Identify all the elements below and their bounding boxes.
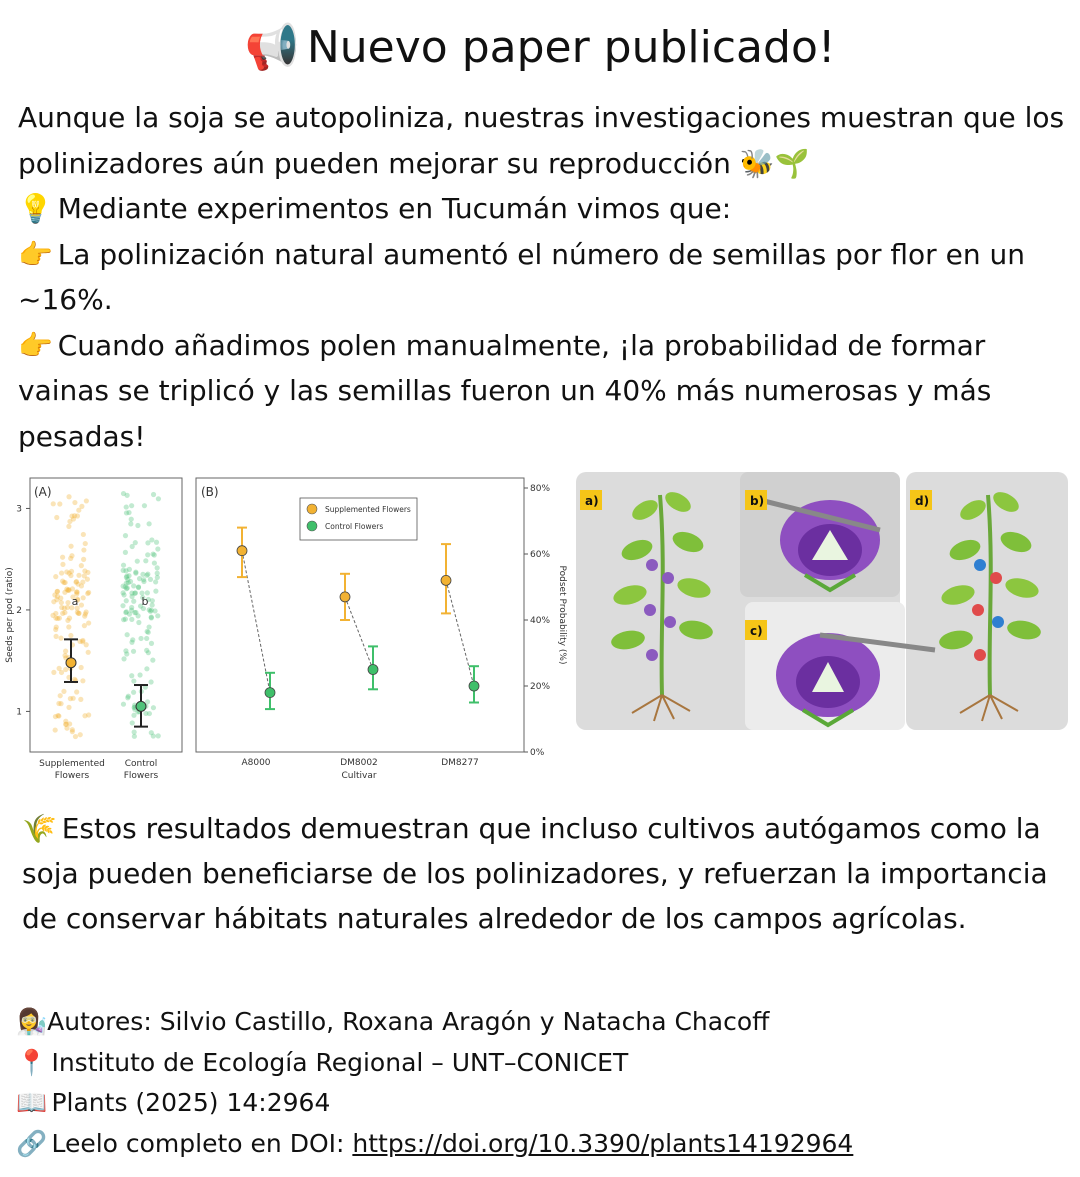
- raw-data-point: [144, 648, 149, 653]
- panel-a-xlabel-2: Control Flowers: [123, 759, 159, 781]
- raw-data-point: [147, 711, 152, 716]
- raw-data-point: [135, 559, 140, 564]
- y-tick-label: 20%: [530, 682, 551, 692]
- raw-data-point: [121, 590, 126, 595]
- panel-b-ylabel: Podset Probability (%): [557, 565, 567, 665]
- raw-data-point: [133, 610, 138, 615]
- raw-data-point: [71, 516, 76, 521]
- raw-data-point: [80, 678, 85, 683]
- raw-data-point: [79, 583, 84, 588]
- raw-data-point: [62, 610, 67, 615]
- raw-data-point: [61, 580, 66, 585]
- raw-data-point: [150, 602, 155, 607]
- raw-data-point: [155, 565, 160, 570]
- significance-letter: b: [141, 594, 149, 608]
- raw-data-point: [144, 636, 149, 641]
- pointing-hand-icon: 👉: [18, 237, 53, 271]
- raw-data-point: [127, 612, 132, 617]
- raw-data-point: [128, 521, 133, 526]
- raw-data-point: [147, 521, 152, 526]
- raw-data-point: [86, 620, 91, 625]
- raw-data-point: [50, 613, 55, 618]
- pollination-illustration: [576, 472, 1068, 730]
- raw-data-point: [74, 689, 79, 694]
- panel-tag-d-text: d): [915, 494, 930, 508]
- raw-data-point: [84, 498, 89, 503]
- raw-data-point: [151, 492, 156, 497]
- data-point: [237, 546, 247, 556]
- raw-data-point: [81, 547, 86, 552]
- raw-data-point: [132, 734, 137, 739]
- raw-data-point: [79, 665, 84, 670]
- conclusion-body: Estos resultados demuestran que incluso cultivos autógamos como la soja pueden beneficiarse de los polinizadores, y refuerzan la importancia de conservar hábitats naturales alrededor de los campos agrícolas.: [22, 812, 1048, 935]
- raw-data-point: [155, 613, 160, 618]
- raw-data-point: [148, 609, 153, 614]
- legend-label-supplemented: Supplemented Flowers: [325, 505, 411, 514]
- raw-data-point: [137, 672, 142, 677]
- raw-data-point: [145, 540, 150, 545]
- raw-data-point: [125, 632, 130, 637]
- raw-data-point: [63, 649, 68, 654]
- raw-data-point: [121, 702, 126, 707]
- raw-data-point: [129, 605, 134, 610]
- raw-data-point: [67, 721, 72, 726]
- panel-tag-b-text: b): [750, 494, 765, 508]
- raw-data-point: [141, 579, 146, 584]
- mean-point: [66, 658, 76, 668]
- raw-data-point: [155, 575, 160, 580]
- raw-data-point: [124, 598, 129, 603]
- raw-data-point: [146, 624, 151, 629]
- raw-data-point: [149, 730, 154, 735]
- raw-data-point: [129, 517, 134, 522]
- raw-data-point: [123, 617, 128, 622]
- raw-data-point: [148, 577, 153, 582]
- panel-b-xlabel: Cultivar: [341, 771, 377, 781]
- raw-data-point: [156, 733, 161, 738]
- raw-data-point: [59, 605, 64, 610]
- raw-data-point: [72, 500, 77, 505]
- credits: [16, 1002, 1066, 1164]
- doi-link[interactable]: https://doi.org/10.3390/plants14192964: [352, 1128, 854, 1158]
- raw-data-point: [143, 558, 148, 563]
- raw-data-point: [121, 656, 126, 661]
- raw-data-point: [79, 602, 84, 607]
- raw-data-point: [123, 533, 128, 538]
- raw-data-point: [69, 553, 74, 558]
- raw-data-point: [55, 589, 60, 594]
- legend: [300, 498, 417, 540]
- raw-data-point: [130, 720, 135, 725]
- raw-data-point: [136, 585, 141, 590]
- chart-panel-b: [196, 478, 567, 781]
- scientist-icon: 👩‍🔬: [16, 1007, 48, 1036]
- y-tick-label: 0%: [530, 748, 545, 758]
- doi-prefix: Leelo completo en DOI:: [51, 1128, 353, 1158]
- raw-data-point: [78, 697, 83, 702]
- legend-label-control: Control Flowers: [325, 522, 384, 531]
- raw-data-point: [66, 705, 71, 710]
- raw-data-point: [57, 501, 62, 506]
- raw-data-point: [125, 577, 130, 582]
- raw-data-point: [60, 555, 65, 560]
- raw-data-point: [121, 584, 126, 589]
- raw-data-point: [150, 551, 155, 556]
- raw-data-point: [78, 732, 83, 737]
- figures-strip: [0, 470, 1080, 790]
- post-title: [0, 18, 1080, 78]
- raw-data-point: [151, 705, 156, 710]
- raw-data-point: [81, 595, 86, 600]
- panel-tag-a-text: a): [585, 494, 599, 508]
- raw-data-point: [135, 523, 140, 528]
- raw-data-point: [82, 573, 87, 578]
- raw-data-point: [124, 504, 129, 509]
- raw-data-point: [54, 515, 59, 520]
- pin-icon: 📍: [16, 1047, 48, 1077]
- chart-panel-a: [5, 478, 182, 781]
- raw-data-point: [68, 544, 73, 549]
- raw-data-point: [68, 696, 73, 701]
- raw-data-point: [149, 615, 154, 620]
- raw-data-point: [76, 573, 81, 578]
- panel-b-label: (B): [201, 485, 219, 499]
- link-icon: 🔗: [16, 1128, 48, 1158]
- raw-data-point: [58, 595, 63, 600]
- raw-data-point: [136, 620, 141, 625]
- raw-data-point: [152, 560, 157, 565]
- panel-a-xlabel-1: Supplemented Flowers: [39, 759, 105, 781]
- raw-data-point: [81, 557, 86, 562]
- x-tick-label: DM8277: [441, 758, 479, 768]
- raw-data-point: [53, 627, 58, 632]
- title-text: Nuevo paper publicado!: [306, 22, 836, 73]
- raw-data-point: [60, 562, 65, 567]
- raw-data-point: [131, 690, 136, 695]
- raw-data-point: [144, 666, 149, 671]
- x-tick-label: A8000: [241, 758, 271, 768]
- raw-data-point: [156, 496, 161, 501]
- raw-data-point: [59, 600, 64, 605]
- raw-data-point: [59, 570, 64, 575]
- data-point: [368, 665, 378, 675]
- y-tick-label: 2: [16, 605, 22, 616]
- conclusion-text: [22, 806, 1062, 941]
- journal-ref: Plants (2025) 14:2964: [51, 1088, 331, 1117]
- raw-data-point: [76, 611, 81, 616]
- raw-data-point: [126, 510, 131, 515]
- raw-data-point: [124, 651, 129, 656]
- raw-data-point: [154, 540, 159, 545]
- y-tick-label: 3: [16, 504, 22, 515]
- raw-data-point: [58, 636, 63, 641]
- raw-data-point: [129, 673, 134, 678]
- raw-data-point: [62, 653, 67, 658]
- raw-data-point: [131, 583, 136, 588]
- y-tick-label: 60%: [530, 550, 551, 560]
- raw-data-point: [125, 493, 130, 498]
- pointing-hand-icon: 👉: [18, 328, 53, 362]
- finding-1: La polinización natural aumentó el número de semillas por flor en un ~16%.: [18, 237, 1025, 316]
- x-tick-label: DM8002: [340, 758, 378, 768]
- raw-data-point: [133, 540, 138, 545]
- raw-data-point: [56, 701, 61, 706]
- raw-data-point: [81, 532, 86, 537]
- raw-data-point: [131, 649, 136, 654]
- raw-data-point: [121, 563, 126, 568]
- raw-data-point: [73, 734, 78, 739]
- raw-data-point: [140, 572, 145, 577]
- bee-icon: 🐝: [739, 146, 775, 180]
- finding-2: Cuando añadimos polen manualmente, ¡la probabilidad de formar vainas se triplicó y las semillas fueron un 40% más numerosas y más pesadas!: [18, 328, 992, 453]
- lightbulb-icon: 💡: [18, 192, 53, 225]
- raw-data-point: [129, 503, 134, 508]
- raw-data-point: [123, 568, 128, 573]
- raw-data-point: [150, 658, 155, 663]
- raw-data-point: [149, 641, 154, 646]
- raw-data-point: [123, 550, 128, 555]
- raw-data-point: [153, 579, 158, 584]
- panel-a-label: (A): [34, 485, 52, 499]
- raw-data-point: [153, 589, 158, 594]
- raw-data-point: [61, 689, 66, 694]
- raw-data-point: [145, 552, 150, 557]
- raw-data-point: [55, 713, 60, 718]
- megaphone-icon: 📢: [244, 22, 300, 73]
- legend-swatch-supplemented: [307, 504, 317, 514]
- raw-data-point: [84, 609, 89, 614]
- raw-data-point: [79, 504, 84, 509]
- raw-data-point: [146, 630, 151, 635]
- raw-data-point: [86, 650, 91, 655]
- data-point: [441, 575, 451, 585]
- raw-data-point: [66, 624, 71, 629]
- raw-data-point: [65, 600, 70, 605]
- intro-text: [18, 95, 1068, 459]
- raw-data-point: [155, 546, 160, 551]
- raw-data-point: [67, 571, 72, 576]
- raw-data-point: [84, 642, 89, 647]
- raw-data-point: [125, 695, 130, 700]
- data-point: [469, 681, 479, 691]
- raw-data-point: [54, 634, 59, 639]
- y-tick-label: 1: [16, 707, 22, 718]
- raw-data-point: [79, 563, 84, 568]
- raw-data-point: [142, 503, 147, 508]
- raw-data-point: [51, 501, 56, 506]
- raw-data-point: [53, 727, 58, 732]
- raw-data-point: [138, 636, 143, 641]
- raw-data-point: [82, 568, 87, 573]
- raw-data-point: [51, 670, 56, 675]
- raw-data-point: [64, 587, 69, 592]
- authors: Autores: Silvio Castillo, Roxana Aragón y Natacha Chacoff: [47, 1007, 770, 1036]
- y-tick-label: 80%: [530, 484, 551, 494]
- raw-data-point: [67, 616, 72, 621]
- raw-data-point: [130, 637, 135, 642]
- raw-data-point: [129, 617, 134, 622]
- mean-point: [136, 701, 146, 711]
- raw-data-point: [68, 633, 73, 638]
- wheat-icon: 🌾: [22, 812, 57, 845]
- raw-data-point: [63, 667, 68, 672]
- raw-data-point: [59, 670, 64, 675]
- panel-a-ylabel: Seeds per pod (ratio): [5, 567, 15, 663]
- y-tick-label: 40%: [530, 616, 551, 626]
- raw-data-point: [53, 574, 58, 579]
- raw-data-point: [129, 591, 134, 596]
- raw-data-point: [66, 494, 71, 499]
- raw-data-point: [70, 586, 75, 591]
- institute: Instituto de Ecología Regional – UNT–CONICET: [51, 1047, 629, 1077]
- legend-swatch-control: [307, 521, 317, 531]
- raw-data-point: [66, 524, 71, 529]
- raw-data-point: [83, 541, 88, 546]
- intro-line-1: Aunque la soja se autopoliniza, nuestras investigaciones muestran que los polinizadores aún pueden mejorar su reproducción: [18, 101, 1065, 180]
- raw-data-point: [131, 678, 136, 683]
- raw-data-point: [55, 616, 60, 621]
- raw-data-point: [70, 727, 75, 732]
- data-point: [340, 592, 350, 602]
- sprout-icon: 🌱: [774, 146, 810, 180]
- raw-data-point: [58, 693, 63, 698]
- data-point: [265, 688, 275, 698]
- significance-letter: a: [71, 594, 79, 608]
- raw-data-point: [133, 570, 138, 575]
- raw-data-point: [85, 591, 90, 596]
- raw-data-point: [120, 603, 125, 608]
- book-icon: 📖: [16, 1088, 48, 1117]
- raw-data-point: [82, 713, 87, 718]
- intro-line-2: Mediante experimentos en Tucumán vimos que:: [57, 192, 732, 225]
- raw-data-point: [148, 679, 153, 684]
- raw-data-point: [131, 599, 136, 604]
- panel-tag-c-text: c): [750, 624, 763, 638]
